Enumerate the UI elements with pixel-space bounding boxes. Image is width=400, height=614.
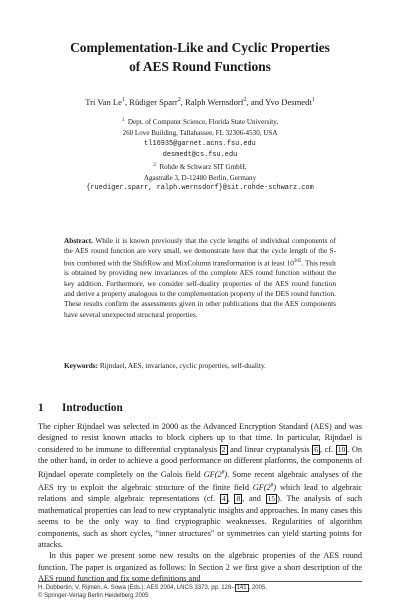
citation-link[interactable]: 10 [337, 444, 346, 454]
section-number: 1 [38, 402, 44, 414]
keywords-label: Keywords: [64, 361, 99, 370]
citation-link[interactable]: 15 [267, 494, 276, 504]
author-list: Tri Van Le$^1$, Rüdiger Sparr$^2$, Ralph Wernsdorf$^2$, and Yvo Desmedt$^1$ [85, 97, 315, 107]
affiliations [40, 116, 360, 194]
title-line-2: of AES Round Functions [129, 59, 271, 74]
email-link[interactable]: tl16935@garnet.acns.fsu.edu [144, 139, 256, 148]
affiliation-2-line-1: $^2$ Rohde & Schwarz SIT GmbH, [153, 162, 247, 171]
affiliation-mark: 2 [153, 162, 156, 168]
paragraph: In this paper we present some new results on the algebraic properties of the AES round function. The paper is organized as follows: In Section 2 we first give a short description of the AES round function and fix some definitions and [38, 551, 362, 584]
author-name: Rüdiger Sparr [129, 97, 178, 107]
email-link[interactable]: desmedt@cs.fsu.edu [162, 150, 238, 159]
affiliation-2-line-2: Agastraße 3, D-12480 Berlin, Germany [143, 173, 257, 182]
keywords-text: Rijndael, AES, invariance, cyclic properties, self-duality. [98, 361, 266, 370]
citation-link[interactable]: 4 [221, 494, 226, 504]
email-link[interactable]: {ruediger.sparr, ralph.wernsdorf}@sit.rohde-schwarz.com [86, 184, 314, 193]
citation-link[interactable]: 2 [221, 444, 226, 454]
author-name: Ralph Wernsdorf [185, 97, 244, 107]
author-affil-mark: 1 [121, 97, 125, 103]
citation-link[interactable]: 6 [314, 444, 318, 454]
affiliation-1-line-2: 260 Love Building, Tallahassee, FL 32306-4530, USA [122, 128, 278, 137]
body-text [38, 421, 362, 585]
footer [38, 584, 362, 600]
section-heading [38, 402, 123, 414]
abstract-exponent: 205 [293, 258, 302, 264]
author-affil-mark: 1 [311, 97, 315, 103]
author-affil-mark: 2 [177, 97, 181, 103]
affiliation-1-line-1: $^1$ Dept. of Computer Science, Florida State University, [121, 118, 279, 126]
page-range-link[interactable]: 141 [236, 585, 247, 591]
title-line-1: Complementation-Like and Cyclic Properties [70, 40, 330, 55]
paper-title [40, 38, 360, 76]
keywords [64, 361, 336, 371]
section-title: Introduction [62, 402, 123, 414]
footer-copyright: © Springer-Verlag Berlin Heidelberg 2005 [38, 593, 149, 599]
abstract-text: While it is known previously that the cycle lengths of individual components of the AES round function are very small, we demonstrate here that the cycle length of the S-box combined with the ShiftRow and MixColumn transformation is at least 10 [64, 236, 336, 268]
math-gf: $GF(2^8)$ [252, 482, 277, 492]
footer-citation: H. Dobbertin, V. Rijmen, A. Sowa (Eds.): AES 2004, LNCS 3373, pp. 128– 141 , 2005. [38, 585, 267, 591]
abstract-text: . This result is obtained by providing new invariances of the complete AES round function without the key addition. Furthermore, we consider self-duality properties of the AES round function and derive a property analogous to the complementation property of the DES round function. These results confirm the assessments given in other publications that the AES components have several unexpected structural properties. [64, 258, 336, 319]
author-name: Tri Van Le [85, 97, 122, 107]
citation-link[interactable]: 8 [236, 494, 241, 504]
author-affil-mark: 2 [243, 97, 247, 103]
abstract-label: Abstract. [64, 236, 93, 245]
footer-divider [38, 581, 362, 582]
affiliation-mark: 1 [121, 118, 125, 123]
abstract [64, 236, 336, 320]
author-name: Yvo Desmedt [265, 97, 312, 107]
paragraph: The cipher Rijndael was selected in 2000 as the Advanced Encryption Standard (AES) and was designed to resist known attacks to block ciphers up to that time. In particular, Rijndael is considered to be immune to differential cryptanalysis 2 and linear cryptanalysis 6 , cf. 10 . On the other hand, in order to achieve a good performance on different platforms, the components of Rijndael operate completely on the Galois field $GF(2^8)$. Some recent algebraic analyses of the AES try to exploit the algebraic structure of the finite field $GF(2^8)$ which lead to algebraic relations and simple algebraic representations (cf. 4 , 8 , and 15 ). The analysis of such mathematical properties can lead to new cryptanalytic insights and approaches. In many cases this seems to be the only way to find cryptographic weaknesses. Regularities of algorithm components, such as short cycles, "inner structures" or symmetries can yield starting points for attacks. [38, 422, 363, 550]
math-gf: $GF(2^8)$ [203, 468, 228, 479]
